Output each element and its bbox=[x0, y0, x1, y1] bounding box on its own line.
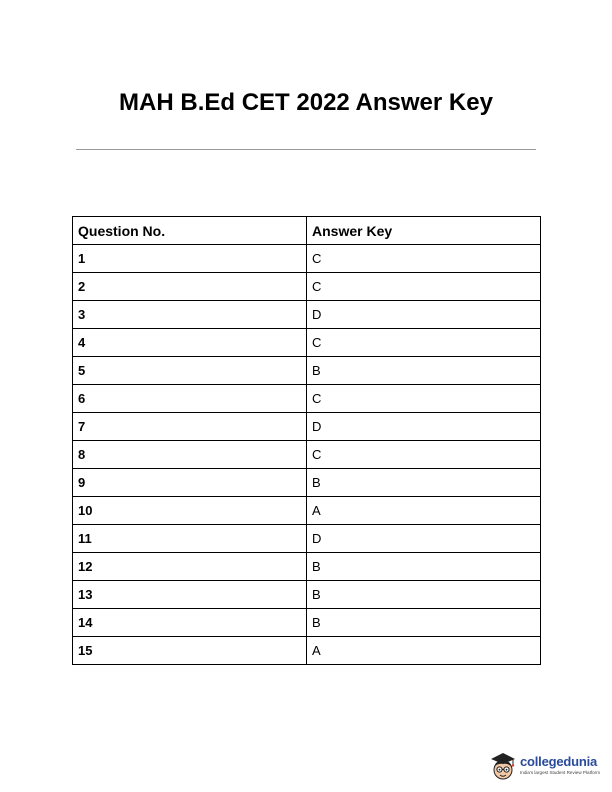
table-row bbox=[73, 609, 541, 637]
answer-cell: A bbox=[307, 637, 541, 665]
answer-rows bbox=[73, 245, 541, 665]
answer-cell: B bbox=[307, 357, 541, 385]
question-number-cell: 2 bbox=[73, 273, 307, 301]
column-header-answer-key: Answer Key bbox=[307, 217, 541, 245]
question-number-cell: 15 bbox=[73, 637, 307, 665]
table-header-row bbox=[73, 217, 541, 245]
column-header-question-no: Question No. bbox=[73, 217, 307, 245]
table-row bbox=[73, 581, 541, 609]
answer-cell: C bbox=[307, 273, 541, 301]
question-number-cell: 5 bbox=[73, 357, 307, 385]
table-row bbox=[73, 441, 541, 469]
answer-cell: C bbox=[307, 329, 541, 357]
table-row bbox=[73, 637, 541, 665]
table-row bbox=[73, 245, 541, 273]
answer-cell: D bbox=[307, 525, 541, 553]
student-face-icon bbox=[488, 750, 518, 782]
page-title: MAH B.Ed CET 2022 Answer Key bbox=[119, 89, 493, 116]
answer-cell: D bbox=[307, 301, 541, 329]
answer-cell: B bbox=[307, 469, 541, 497]
question-number-cell: 11 bbox=[73, 525, 307, 553]
table-row bbox=[73, 469, 541, 497]
table-row bbox=[73, 497, 541, 525]
title-divider bbox=[76, 149, 536, 150]
table-row bbox=[73, 385, 541, 413]
collegedunia-logo bbox=[488, 748, 608, 784]
question-number-cell: 10 bbox=[73, 497, 307, 525]
logo-tagline: India's largest Student Review Platform bbox=[520, 770, 601, 775]
question-number-cell: 1 bbox=[73, 245, 307, 273]
question-number-cell: 6 bbox=[73, 385, 307, 413]
answer-cell: C bbox=[307, 385, 541, 413]
answer-cell: B bbox=[307, 609, 541, 637]
answer-cell: C bbox=[307, 245, 541, 273]
answer-cell: C bbox=[307, 441, 541, 469]
answer-cell: B bbox=[307, 553, 541, 581]
question-number-cell: 12 bbox=[73, 553, 307, 581]
answer-cell: A bbox=[307, 497, 541, 525]
question-number-cell: 13 bbox=[73, 581, 307, 609]
table-row bbox=[73, 553, 541, 581]
table-row bbox=[73, 357, 541, 385]
question-number-cell: 14 bbox=[73, 609, 307, 637]
answer-key-table bbox=[72, 216, 541, 665]
answer-cell: D bbox=[307, 413, 541, 441]
table-row bbox=[73, 301, 541, 329]
question-number-cell: 9 bbox=[73, 469, 307, 497]
answer-cell: B bbox=[307, 581, 541, 609]
question-number-cell: 8 bbox=[73, 441, 307, 469]
question-number-cell: 7 bbox=[73, 413, 307, 441]
logo-wordmark: collegedunia bbox=[520, 754, 598, 769]
question-number-cell: 3 bbox=[73, 301, 307, 329]
table-row bbox=[73, 273, 541, 301]
table-row bbox=[73, 413, 541, 441]
table-row bbox=[73, 525, 541, 553]
question-number-cell: 4 bbox=[73, 329, 307, 357]
table-row bbox=[73, 329, 541, 357]
